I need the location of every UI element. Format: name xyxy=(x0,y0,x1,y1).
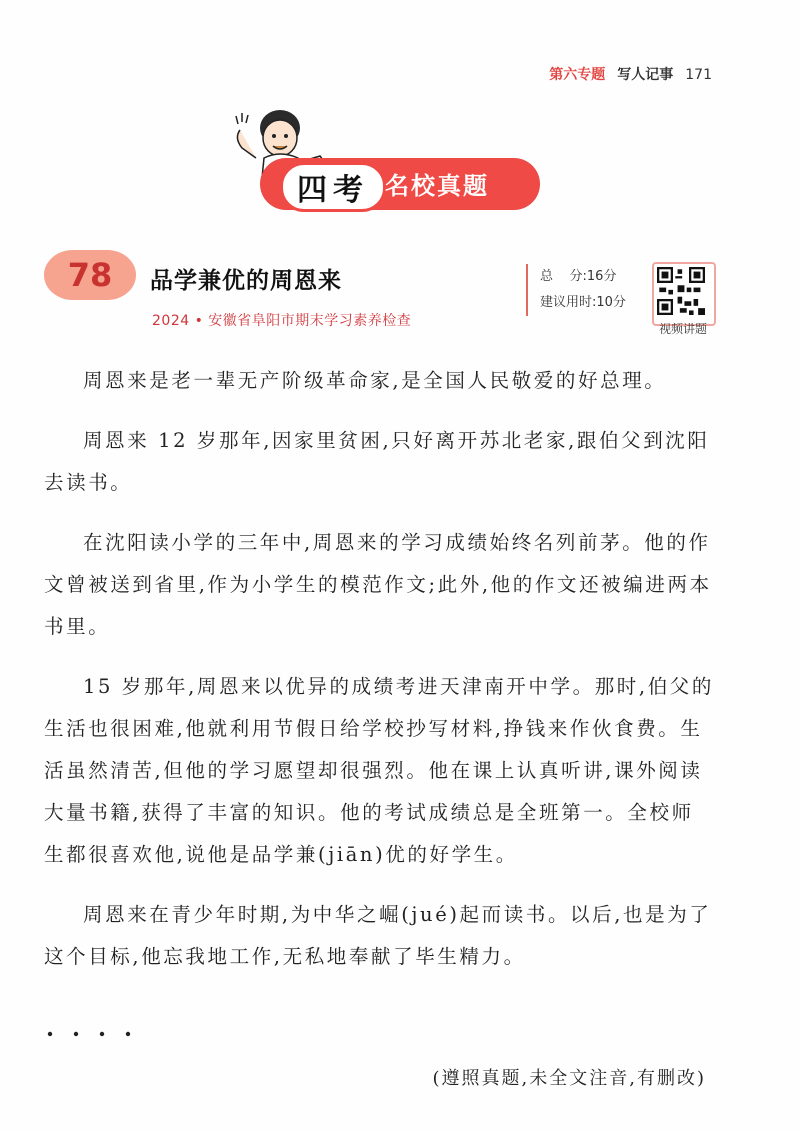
page-number: 171 xyxy=(685,67,712,83)
reading-passage xyxy=(44,360,714,996)
paragraph: 周恩来在青少年时期,为中华之崛(jué)起而读书。以后,也是为了这个目标,他忘我地工作,无私地奉献了毕生精力。 xyxy=(44,903,712,968)
banner-right-label: 名校真题 xyxy=(385,172,489,200)
total-score: 总 分:16分 xyxy=(540,269,617,284)
suggested-time: 建议用时:10分 xyxy=(540,295,626,310)
qr-pattern xyxy=(657,267,705,315)
paragraph: 周恩来 12 岁那年,因家里贫困,只好离开苏北老家,跟伯父到沈阳去读书。 xyxy=(44,429,710,494)
paragraph: 在沈阳读小学的三年中,周恩来的学习成绩始终名列前茅。他的作文曾被送到省里,作为小学生的模范作文;此外,他的作文还被编进两本书里。 xyxy=(44,531,712,638)
lesson-title: 品学兼优的周恩来 xyxy=(150,268,342,294)
section-label: 第六专题 xyxy=(549,67,606,83)
lesson-number-badge: 78 xyxy=(44,250,136,300)
qr-code-icon[interactable] xyxy=(652,262,716,326)
running-header xyxy=(549,64,712,84)
lesson-source: 2024 • 安徽省阜阳市期末学习素养检查 xyxy=(152,313,412,329)
emphasis-dots-icon xyxy=(44,1028,144,1040)
score-info xyxy=(526,264,652,316)
source-note: (遵照真题,未全文注音,有删改) xyxy=(432,1068,706,1089)
paragraph: 15 岁那年,周恩来以优异的成绩考进天津南开中学。那时,伯父的生活也很困难,他就利用节假日给学校抄写材料,挣钱来作伙食费。生活虽然清苦,但他的学习愿望却很强烈。他在课上认真听讲,课外阅读大量书籍,获得了丰富的知识。他的考试成绩总是全班第一。全校师生都很喜欢他,说他是品学兼(jiān)优的好学生。 xyxy=(44,675,715,866)
qr-caption: 视频讲题 xyxy=(658,322,707,336)
paragraph: 周恩来是老一辈无产阶级革命家,是全国人民敬爱的好总理。 xyxy=(83,369,667,392)
banner-left-label: 四考 xyxy=(280,162,386,212)
section-banner xyxy=(220,100,550,220)
topic-label: 写人记事 xyxy=(617,67,674,83)
